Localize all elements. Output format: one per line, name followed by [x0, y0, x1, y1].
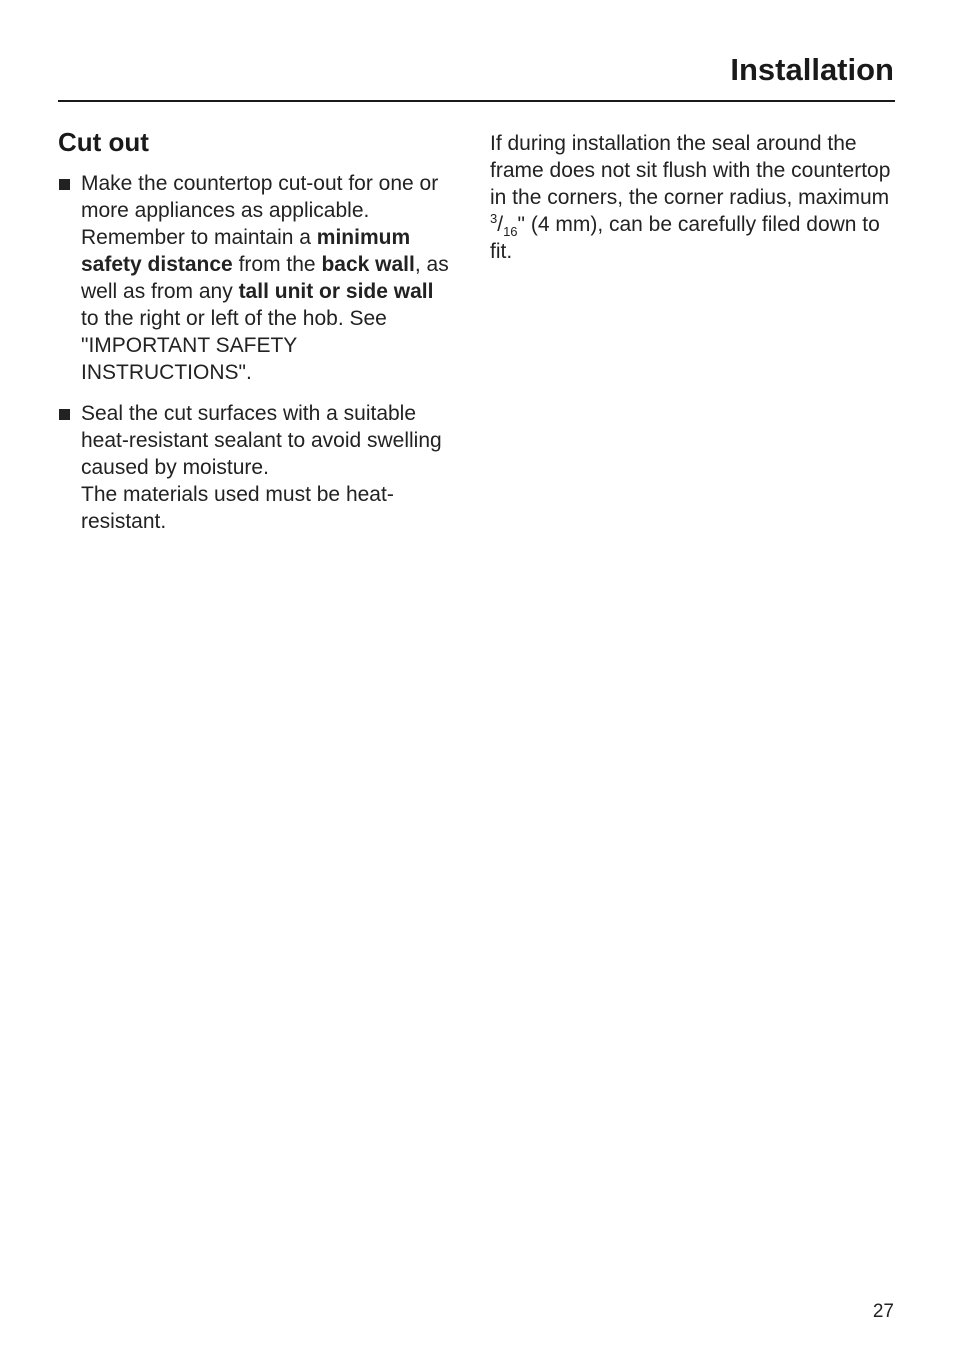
list-item — [58, 400, 453, 535]
square-bullet-icon — [59, 179, 70, 190]
bullet-text: Seal the cut surfaces with a suitable heat-resistant sealant to avoid swelling caused by moisture. The materials used must be heat-resistant. — [81, 402, 442, 533]
page-title: Installation — [730, 52, 894, 87]
square-bullet-icon — [59, 409, 70, 420]
list-item — [58, 170, 453, 386]
page-number: 27 — [872, 1301, 894, 1322]
right-column — [490, 130, 900, 265]
filing-note: If during installation the seal around the frame does not sit flush with the countertop in the corners, the corner radius, maximum $^3/_{16}$" (4 mm), can be carefully filed down to fit. — [490, 132, 891, 263]
section-heading: Cut out — [58, 127, 149, 157]
header-rule — [58, 100, 895, 102]
bullet-text: Make the countertop cut-out for one or more appliances as applicable. Remember to maintain a minimum safety distance from the back wall, as well as from any tall unit or side wall to the right or left of the hob. See "IMPORTANT SAFETY INSTRUCTIONS". — [81, 172, 449, 384]
bullet-list — [58, 170, 453, 535]
left-column — [58, 124, 453, 549]
